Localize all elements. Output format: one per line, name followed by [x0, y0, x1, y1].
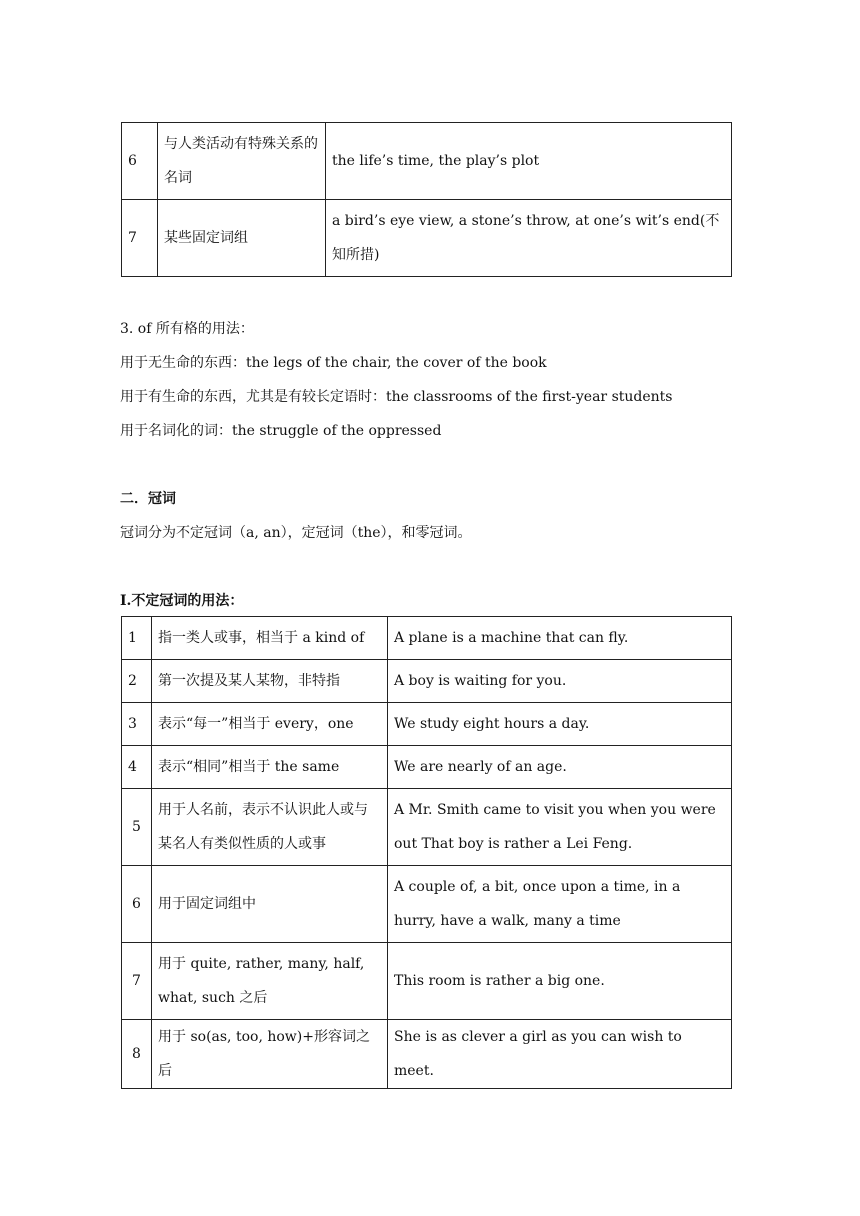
row-number: 6	[122, 123, 158, 200]
row-usage: 用于 quite, rather, many, half, what, such 之后	[152, 943, 388, 1020]
table-row	[122, 866, 732, 943]
row-number: 4	[122, 746, 152, 789]
row-usage: 第一次提及某人某物，非特指	[152, 660, 388, 703]
indefinite-article-heading: I.不定冠词的用法：	[120, 593, 244, 609]
articles-intro: 冠词分为不定冠词（a, an），定冠词（the），和零冠词。	[120, 525, 472, 541]
row-category: 某些固定词组	[158, 200, 326, 277]
row-usage: 用于 so(as, too, how)+形容词之后	[152, 1020, 388, 1089]
of-possessive-line: 用于无生命的东西：the legs of the chair, the cover of the book	[120, 355, 547, 371]
table-row	[122, 617, 732, 660]
row-example: She is as clever a girl as you can wish to meet.	[388, 1020, 732, 1089]
row-number: 1	[122, 617, 152, 660]
table-row	[122, 660, 732, 703]
table-row	[122, 943, 732, 1020]
row-usage: 表示“相同”相当于 the same	[152, 746, 388, 789]
row-number: 5	[122, 789, 152, 866]
row-usage: 用于固定词组中	[152, 866, 388, 943]
indefinite-article-table	[121, 616, 732, 1089]
of-possessive-line: 用于名词化的词：the struggle of the oppressed	[120, 423, 442, 439]
row-example: We are nearly of an age.	[388, 746, 732, 789]
possessive-table	[121, 122, 732, 277]
row-example: A couple of, a bit, once upon a time, in a hurry, have a walk, many a time	[388, 866, 732, 943]
table-row	[122, 789, 732, 866]
row-example: A Mr. Smith came to visit you when you were out That boy is rather a Lei Feng.	[388, 789, 732, 866]
row-number: 6	[122, 866, 152, 943]
row-example: A boy is waiting for you.	[388, 660, 732, 703]
row-number: 2	[122, 660, 152, 703]
row-number: 3	[122, 703, 152, 746]
of-possessive-line: 用于有生命的东西，尤其是有较长定语时：the classrooms of the first-year students	[120, 389, 673, 405]
table-row	[122, 1020, 732, 1089]
row-category: 与人类活动有特殊关系的名词	[158, 123, 326, 200]
table-row	[122, 123, 732, 200]
row-number: 7	[122, 200, 158, 277]
table-row	[122, 200, 732, 277]
section-heading-articles: 二．冠词	[120, 491, 176, 507]
row-example: the life’s time, the play’s plot	[326, 123, 732, 200]
row-usage: 表示“每一”相当于 every，one	[152, 703, 388, 746]
row-usage: 用于人名前，表示不认识此人或与某名人有类似性质的人或事	[152, 789, 388, 866]
row-usage: 指一类人或事，相当于 a kind of	[152, 617, 388, 660]
table-row	[122, 703, 732, 746]
row-example: a bird’s eye view, a stone’s throw, at one’s wit’s end(不知所措)	[326, 200, 732, 277]
row-example: This room is rather a big one.	[388, 943, 732, 1020]
row-example: We study eight hours a day.	[388, 703, 732, 746]
table-row	[122, 746, 732, 789]
row-example: A plane is a machine that can fly.	[388, 617, 732, 660]
row-number: 8	[122, 1020, 152, 1089]
row-number: 7	[122, 943, 152, 1020]
of-possessive-heading: 3. of 所有格的用法：	[120, 321, 254, 337]
